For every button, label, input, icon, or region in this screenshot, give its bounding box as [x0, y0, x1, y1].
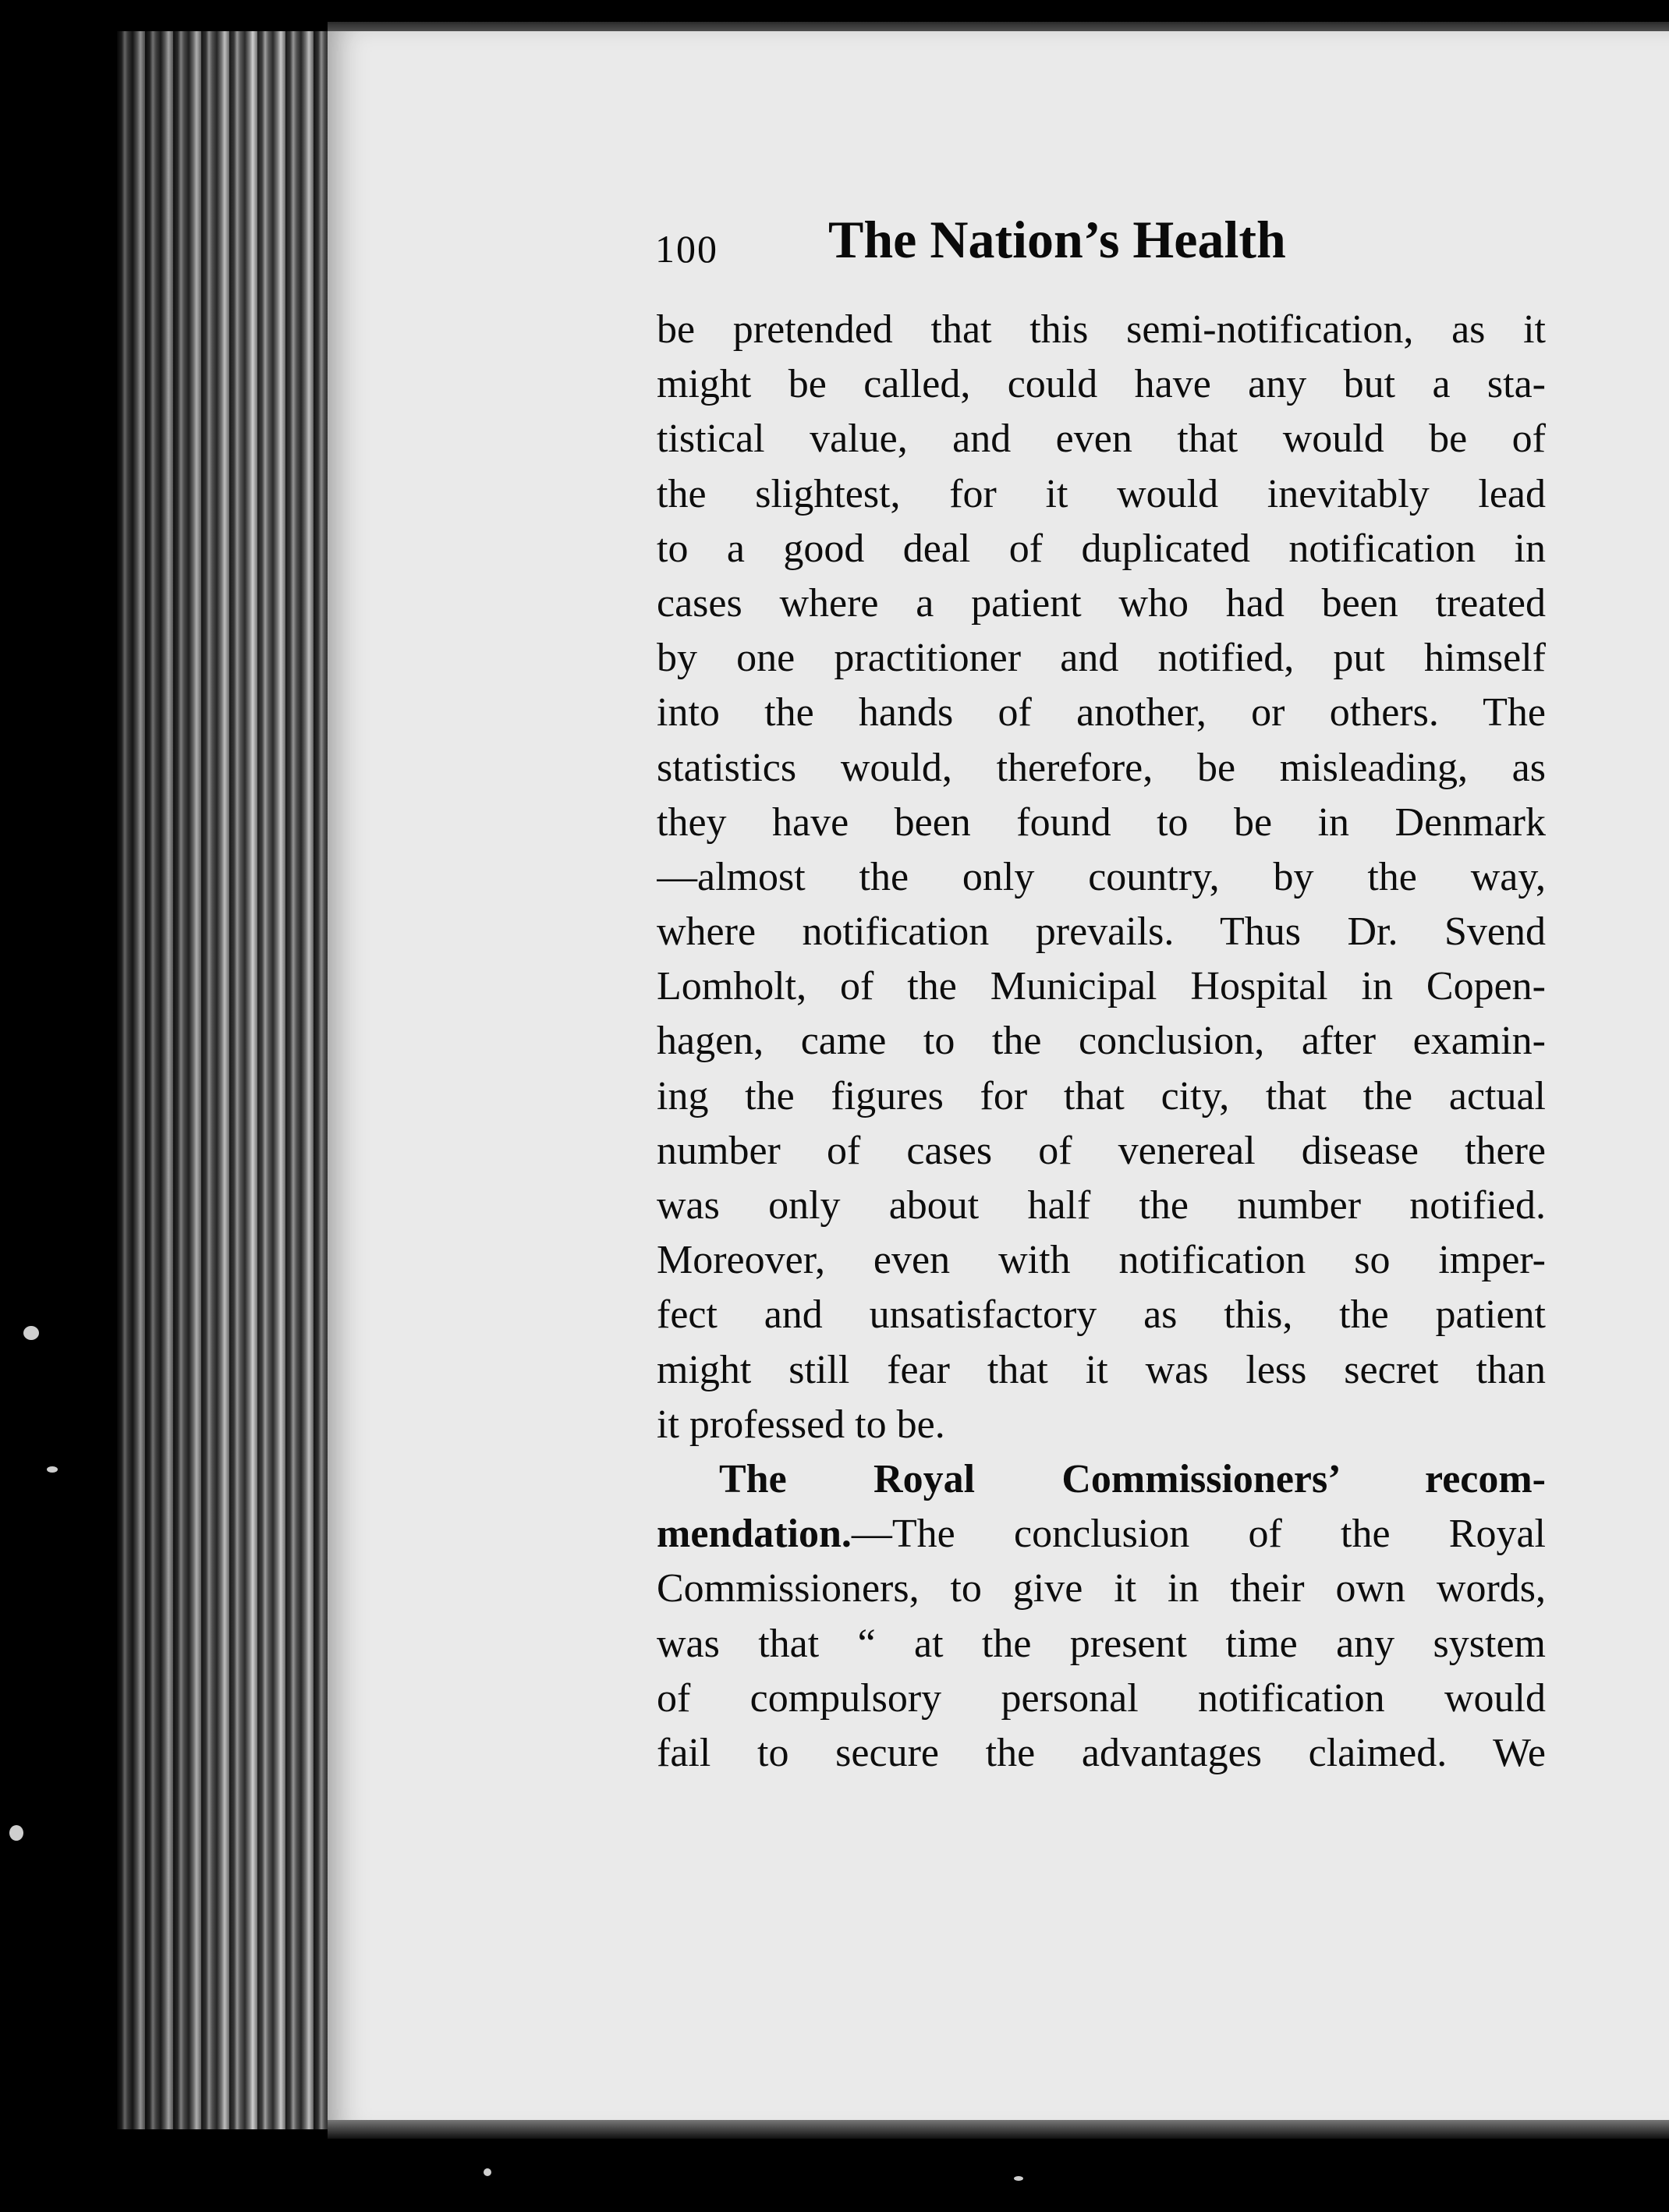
running-head: The Nation’s Health: [828, 210, 1286, 269]
page-header: [655, 209, 1544, 287]
scan-speck: [9, 1825, 23, 1841]
scan-speck: [484, 2168, 491, 2176]
text-line: might still fear that it was less secret than: [657, 1347, 1546, 1392]
text-line: statistics would, therefore, be misleading, as: [657, 745, 1546, 790]
body-text: [657, 303, 1546, 1781]
text-line: ing the figures for that city, that the actual: [657, 1073, 1546, 1118]
scan-speck: [23, 1326, 39, 1340]
text-line: tistical value, and even that would be of: [657, 417, 1546, 462]
text-line: the slightest, for it would inevitably lead: [657, 471, 1546, 516]
text-line: Lomholt, of the Municipal Hospital in Copen-: [657, 964, 1546, 1009]
text-line: cases where a patient who had been treated: [657, 580, 1546, 626]
section-heading-line: The Royal Commissioners’ recom-: [719, 1456, 1546, 1501]
text-line: by one practitioner and notified, put himself: [657, 636, 1546, 681]
text-line: —almost the only country, by the way,: [657, 854, 1546, 899]
page-bottom-edge: [328, 2120, 1669, 2139]
text-line: Moreover, even with notification so imper-: [657, 1238, 1546, 1283]
text-line: was that “ at the present time any system: [657, 1621, 1546, 1666]
text-line: fail to secure the advantages claimed. We: [657, 1730, 1546, 1775]
text-line: hagen, came to the conclusion, after examin-: [657, 1019, 1546, 1064]
text-line: it professed to be.: [657, 1402, 945, 1447]
text-line: of compulsory personal notification would: [657, 1675, 1546, 1721]
text-line: they have been found to be in Denmark: [657, 799, 1546, 845]
text-line: where notification prevails. Thus Dr. Svend: [657, 909, 1546, 955]
text-line: mendation.—The conclusion of the Royal: [657, 1512, 1546, 1557]
scan-speck: [1014, 2176, 1023, 2181]
scan-speck: [47, 1466, 58, 1473]
text-line: into the hands of another, or others. The: [657, 690, 1546, 736]
text-line: to a good deal of duplicated notification in: [657, 526, 1546, 571]
book-page-edges: [117, 31, 351, 2129]
text-line: was only about half the number notified.: [657, 1183, 1546, 1228]
text-line: be pretended that this semi-notification, as it: [657, 307, 1546, 352]
text-line: number of cases of venereal disease there: [657, 1128, 1546, 1173]
text-line: Commissioners, to give it in their own words,: [657, 1566, 1546, 1611]
page-number: 100: [655, 227, 718, 271]
text-line: might be called, could have any but a sta-: [657, 362, 1546, 407]
text-line: fect and unsatisfactory as this, the patient: [657, 1292, 1546, 1338]
